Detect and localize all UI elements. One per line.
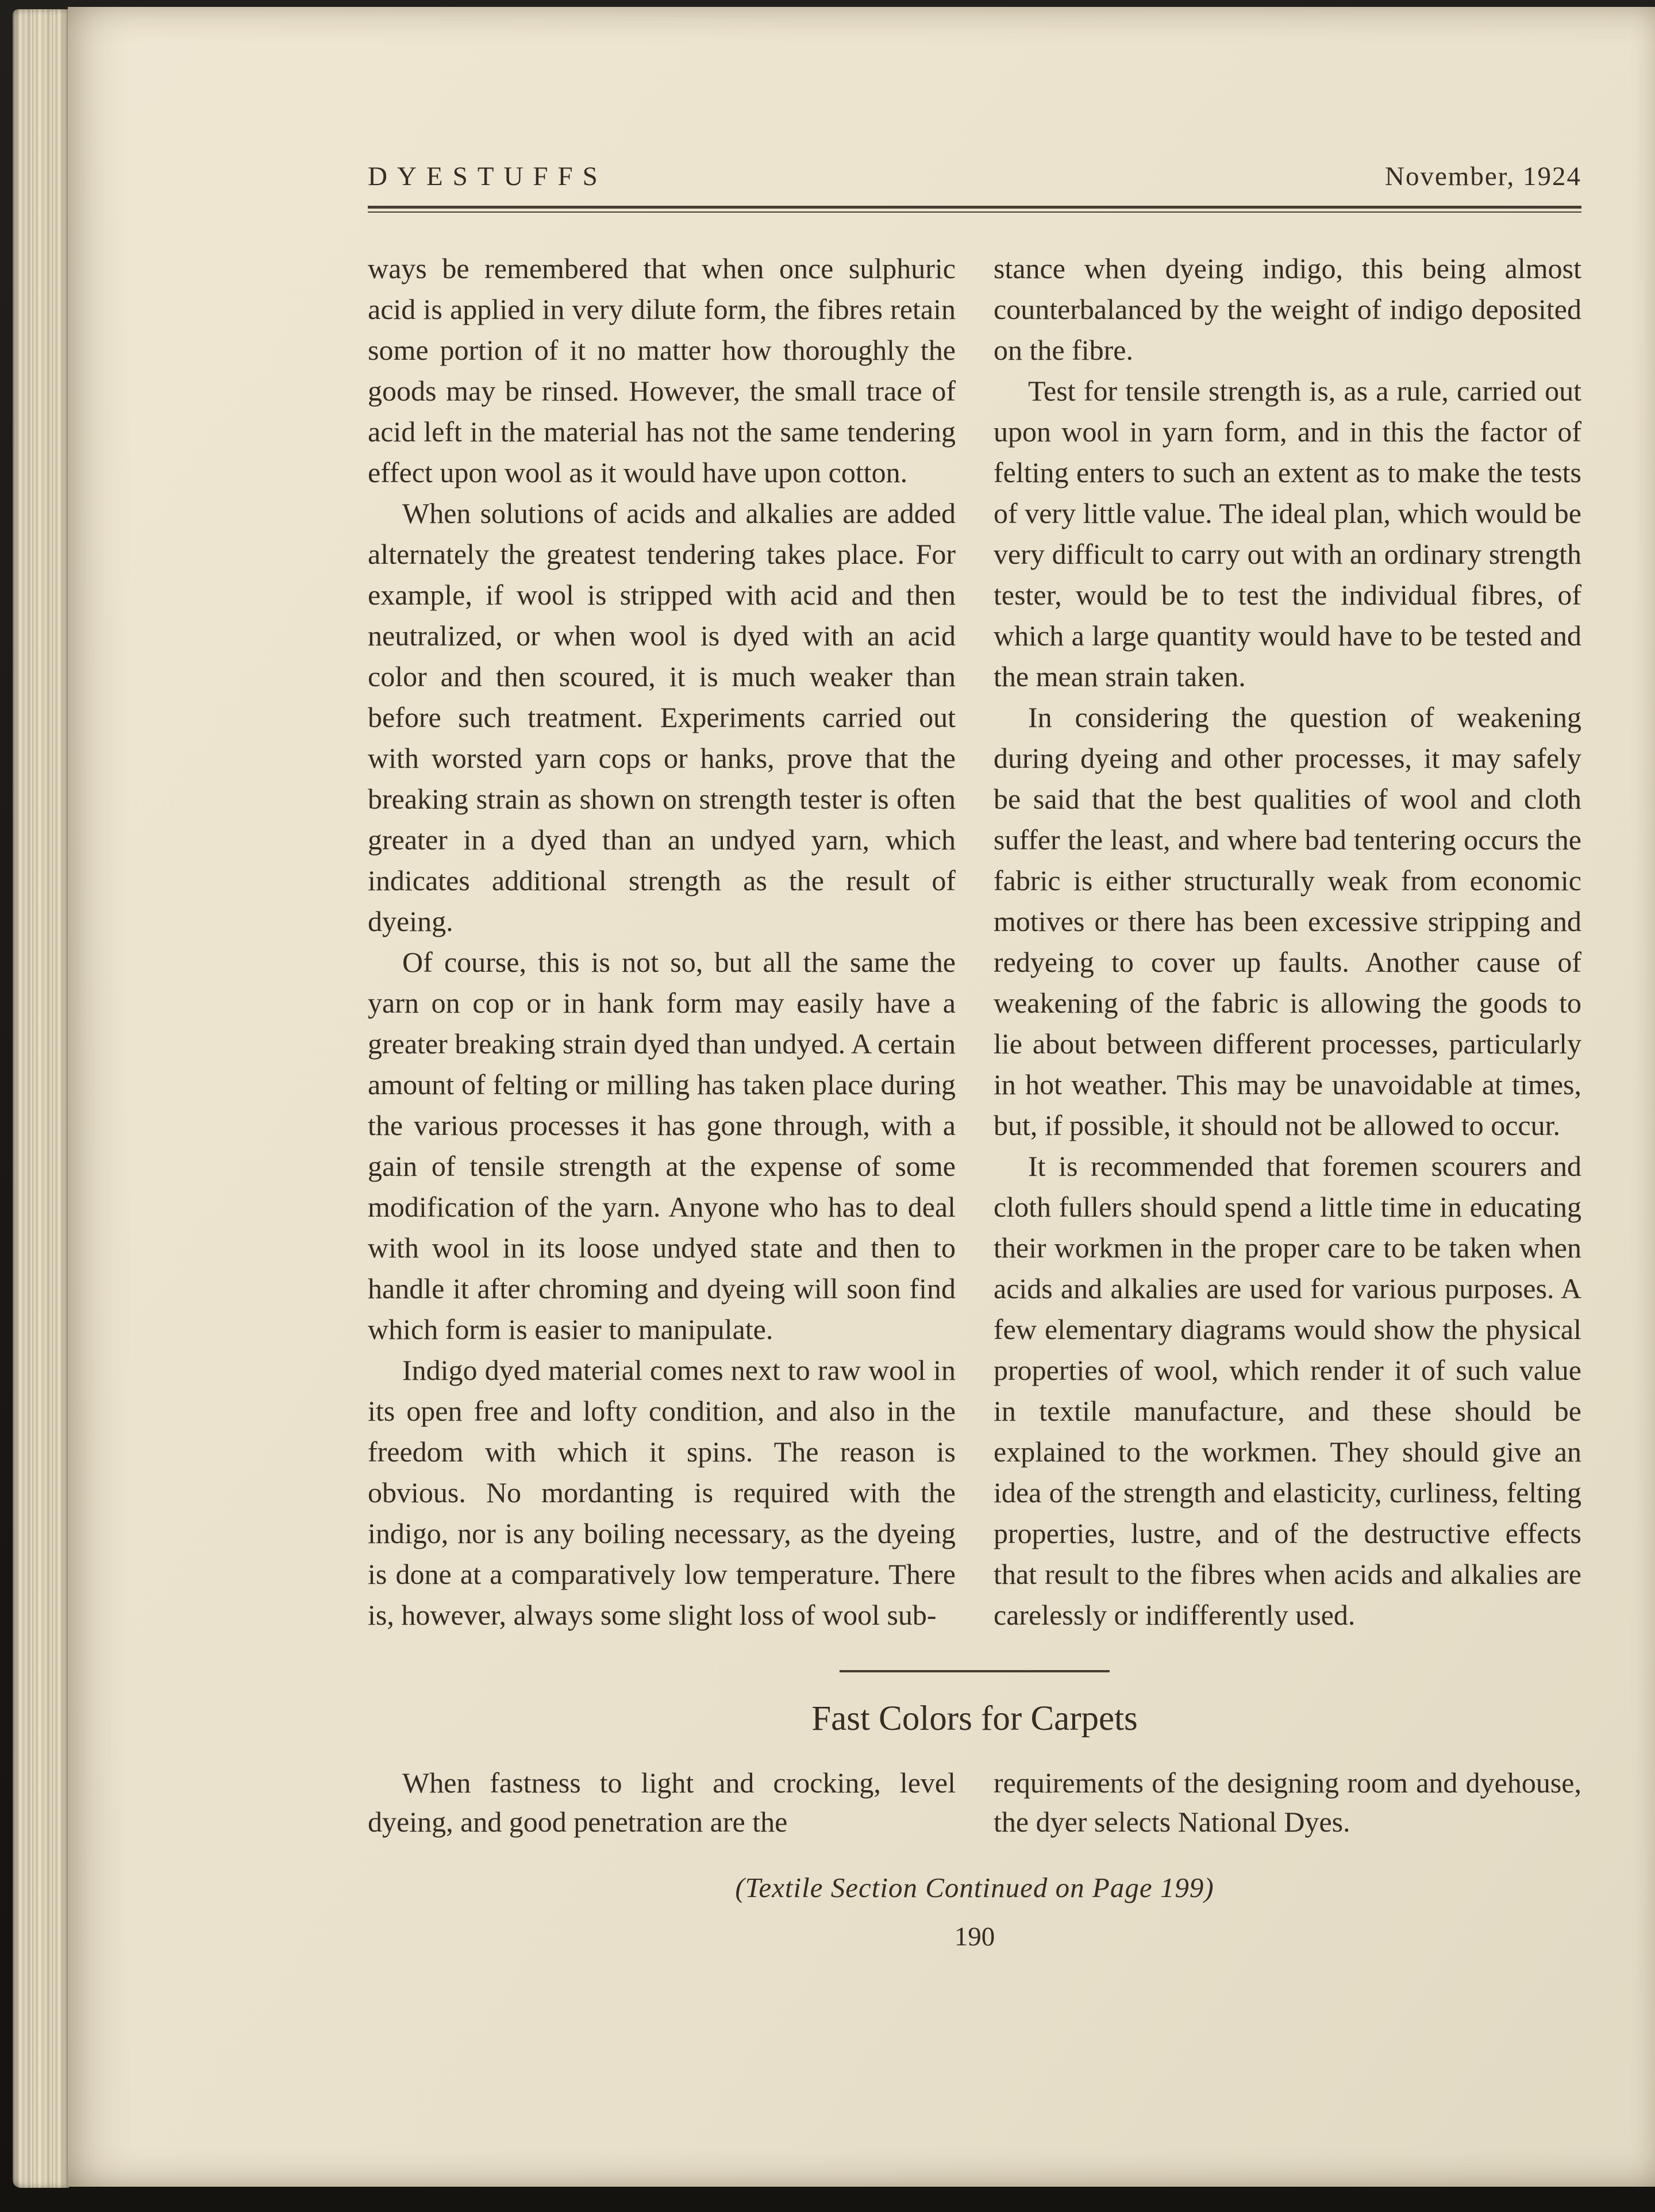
page-header: [368, 161, 1581, 192]
journal-title: DYESTUFFS: [368, 161, 607, 191]
article-column-right: [994, 248, 1581, 1636]
section-title: Fast Colors for Carpets: [811, 1699, 1138, 1738]
paragraph: Of course, this is not so, but all the same the yarn on cop or in hank form may easily have a greater breaking strain dyed than undyed. A certain amount of felting or milling has taken place during the various processes it has gone through, with a gain of tensile strength at the expense of some modification of the yarn. Anyone who has to deal with wool in its loose undyed state and then to handle it after chroming and dyeing will soon find which form is easier to manipulate.: [368, 946, 956, 1345]
header-rule: [368, 206, 1581, 213]
paragraph: It is recommended that foremen scourers and cloth fullers should spend a little time in educating their workmen in the proper care to be taken when acids and alkalies are used for various purposes. A few elementary diagrams would show the physical properties of wool, which render it of such value in textile manufacture, and these should be explained to the workmen. They should give an idea of the strength and elasticity, curliness, felting properties, lustre, and of the destructive effects that result to the fibres when acids and alkalies are carelessly or indifferently used.: [994, 1150, 1581, 1631]
section-column-right: [994, 1763, 1581, 1841]
section-divider: [840, 1670, 1110, 1672]
paragraph: stance when dyeing indigo, this being almost counterbalanced by the weight of indigo deposited on the fibre.: [994, 252, 1581, 366]
article-body: [368, 248, 1581, 1636]
paragraph: In considering the question of weakening during dyeing and other processes, it may safely be said that the best qualities of wool and cloth suffer the least, and where bad tentering occurs the fabric is either structurally weak from economic motives or there has been excessive stripping and redyeing to cover up faults. Another cause of weakening of the fabric is allowing the goods to lie about between different processes, particularly in hot weather. This may be unavoidable at times, but, if possible, it should not be allowed to occur.: [994, 701, 1581, 1141]
paragraph: Indigo dyed material comes next to raw wool in its open free and lofty condition, and also in the freedom with which it spins. The reason is obvious. No mordanting is required with the indigo, nor is any boiling necessary, as the dyeing is done at a comparatively low temperature. There is, however, always some slight loss of wool sub-: [368, 1354, 956, 1631]
paragraph: Test for tensile strength is, as a rule, carried out upon wool in yarn form, and in this the factor of felting enters to such an extent as to make the tests of very little value. The ideal plan, which would be very difficult to carry out with an ordinary strength tester, would be to test the individual fibres, of which a large quantity would have to be tested and the mean strain taken.: [994, 375, 1581, 693]
continuation-note: (Textile Section Continued on Page 199): [735, 1872, 1214, 1903]
paragraph: When solutions of acids and alkalies are added alternately the greatest tendering takes place. For example, if wool is stripped with acid and then neutralized, or when wool is dyed with an acid color and then scoured, it is much weaker than before such treatment. Experiments carried out with worsted yarn cops or hanks, prove that the breaking strain as shown on strength tester is often greater in a dyed than an undyed yarn, which indicates additional strength as the result of dyeing.: [368, 497, 956, 937]
section-column-left: [368, 1763, 956, 1841]
paper-page: [68, 7, 1655, 2187]
issue-date: November, 1924: [1385, 161, 1581, 191]
paragraph: requirements of the designing room and dyehouse, the dyer selects National Dyes.: [994, 1767, 1581, 1838]
paragraph: When fastness to light and crocking, level dyeing, and good penetration are the: [368, 1767, 956, 1838]
article-column-left: [368, 248, 956, 1636]
page-number: 190: [954, 1922, 995, 1952]
section-body: [368, 1763, 1581, 1841]
page-content: [368, 161, 1581, 1952]
book-page-edges: [13, 9, 69, 2188]
paragraph: ways be remembered that when once sulphuric acid is applied in very dilute form, the fibres retain some portion of it no matter how thoroughly the goods may be rinsed. However, the small trace of acid left in the material has not the same tendering effect upon wool as it would have upon cotton.: [368, 252, 956, 488]
